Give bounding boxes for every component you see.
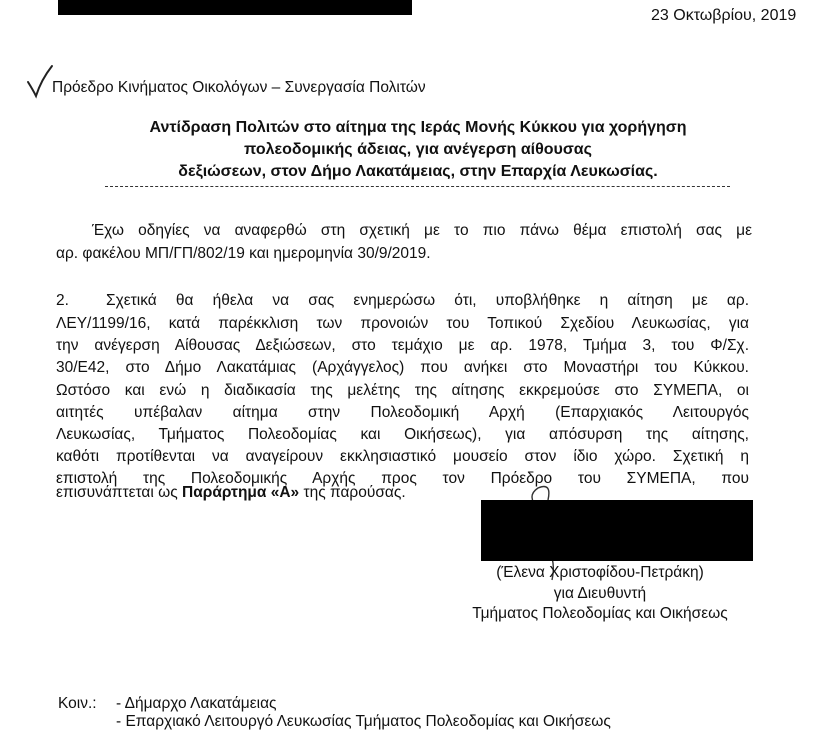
para2-line-10-pre: επισυνάπτεται ως — [56, 484, 183, 501]
cc-label: Κοιν.: — [58, 695, 97, 712]
para2-number: 2. — [56, 292, 69, 309]
para2-line-8: καθότι προτίθενται να αναγείρουν εκκλησιαστικό μουσείο στον ίδιο χώρο. Σχετική η — [56, 448, 749, 465]
cc-item-2: - Επαρχιακό Λειτουργό Λευκωσίας Τμήματος Πολεοδομίας και Οικήσεως — [116, 713, 611, 730]
para1-line-1: Έχω οδηγίες να αναφερθώ στη σχετική με το πιο πάνω θέμα επιστολή σας με — [92, 222, 752, 239]
para2-line-2: ΛΕΥ/1199/16, κατά παρέκκλιση των προνοιών του Τοπικού Σχεδίου Λευκωσίας, για — [56, 315, 749, 332]
recipient-line: Πρόεδρο Κινήματος Οικολόγων – Συνεργασία Πολιτών — [52, 79, 426, 96]
para2-line-7: Λευκωσίας, Τμήματος Πολεοδομίας και Οικήσεως), για απόσυρση της αίτησης, — [56, 426, 749, 443]
redacted-signature — [481, 500, 753, 561]
para2-line-5: Ωστόσο και ενώ η διαδικασία της μελέτης της αίτησης εκκρεμούσε στο ΣΥΜΕΠΑ, οι — [56, 382, 749, 399]
subject-line-3: δεξιώσεων, στον Δήμο Λακατάμειας, στην Επαρχία Λευκωσίας. — [178, 163, 658, 180]
cc-item-1: - Δήμαρχο Λακατάμειας — [116, 695, 277, 712]
signatory-department: Τμήματος Πολεοδομίας και Οικήσεως — [472, 605, 728, 622]
subject-divider — [105, 186, 730, 187]
subject-line-2: πολεοδομικής άδειας, για ανέγερση αίθουσας — [244, 141, 592, 158]
annex-reference: Παράρτημα «Α» — [182, 484, 300, 501]
redacted-header — [58, 0, 412, 15]
signatory-name: (Έλενα Χριστοφίδου-Πετράκη) — [496, 564, 704, 581]
para2-line-9: επιστολή της Πολεοδομικής Αρχής προς τον Πρόεδρο του ΣΥΜΕΠΑ, που — [56, 470, 749, 487]
para2-line-6: αιτητές υπέβαλαν αίτημα στην Πολεοδομική Αρχή (Επαρχιακός Λειτουργός — [56, 404, 749, 421]
signatory-for: για Διευθυντή — [553, 585, 647, 602]
para2-line-1: Σχετικά θα ήθελα να σας ενημερώσω ότι, υποβλήθηκε η αίτηση με αρ. — [106, 292, 749, 309]
para1-line-2: αρ. φακέλου ΜΠ/ΓΠ/802/19 και ημερομηνία 30/9/2019. — [56, 245, 431, 262]
check-mark-icon — [26, 64, 54, 100]
para2-line-3: την ανέγερση Αίθουσας Δεξιώσεων, στο τεμάχιο με αρ. 1978, Τμήμα 3, του Φ/Σχ. — [56, 337, 749, 354]
para2-line-10-post: της παρούσας. — [299, 484, 406, 501]
para2-line-10 — [56, 483, 406, 503]
subject-line-1: Αντίδραση Πολιτών στο αίτημα της Ιεράς Μονής Κύκκου για χορήγηση — [149, 119, 687, 136]
para2-line-4: 30/Ε42, στο Δήμο Λακατάμιας (Αρχάγγελος) που ανήκει στο Μοναστήρι του Κύκκου. — [56, 359, 749, 376]
letter-date: 23 Οκτωβρίου, 2019 — [651, 7, 797, 24]
